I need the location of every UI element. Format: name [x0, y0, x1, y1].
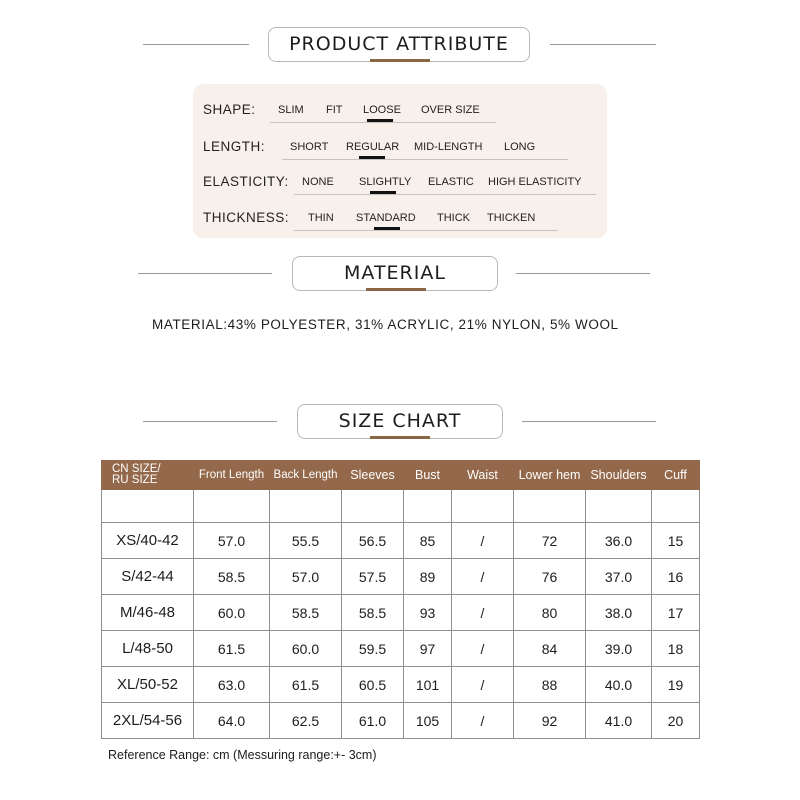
table-cell: 58.5 [194, 559, 270, 595]
attribute-label: LENGTH: [203, 139, 266, 154]
table-cell: 61.0 [342, 703, 404, 739]
size-chart-table [101, 460, 700, 739]
table-cell: 88 [514, 667, 586, 703]
attribute-label: THICKNESS: [203, 210, 290, 225]
table-cell-size: 2XL/54-56 [102, 703, 194, 739]
table-cell: 58.5 [342, 595, 404, 631]
table-cell: 20 [652, 703, 700, 739]
table-cell: 40.0 [586, 667, 652, 703]
table-cell: 93 [404, 595, 452, 631]
attribute-options [282, 141, 568, 160]
table-cell: 80 [514, 595, 586, 631]
table-cell: 17 [652, 595, 700, 631]
table-cell: 89 [404, 559, 452, 595]
table-cell: 39.0 [586, 631, 652, 667]
attribute-option: REGULAR [346, 141, 400, 153]
table-cell: 60.5 [342, 667, 404, 703]
column-header: Lower hem [514, 461, 586, 490]
table-cell-size: XS/40-42 [102, 523, 194, 559]
table-row [102, 523, 700, 559]
title-underline [366, 288, 426, 291]
table-cell-size: L/48-50 [102, 631, 194, 667]
table-cell: 84 [514, 631, 586, 667]
table-cell: 64.0 [194, 703, 270, 739]
divider-line [138, 273, 272, 274]
table-cell: / [452, 703, 514, 739]
selected-marker [359, 156, 385, 159]
attribute-row-elasticity [193, 166, 607, 196]
attribute-option: MID-LENGTH [414, 141, 483, 153]
divider-line [522, 421, 656, 422]
attribute-row-shape [193, 94, 607, 124]
table-cell: 76 [514, 559, 586, 595]
attribute-options [294, 212, 558, 231]
header-text: RU SIZE [112, 474, 158, 486]
table-row [102, 667, 700, 703]
attribute-label: ELASTICITY: [203, 174, 289, 189]
table-cell: 57.0 [270, 559, 342, 595]
attribute-label: SHAPE: [203, 102, 256, 117]
table-cell: 36.0 [586, 523, 652, 559]
table-row [102, 595, 700, 631]
table-cell [452, 490, 514, 523]
table-cell: 97 [404, 631, 452, 667]
table-row [102, 631, 700, 667]
attribute-option: SLIGHTLY [359, 176, 412, 188]
title-underline [370, 436, 430, 439]
header-text: CN SIZE/ [112, 463, 161, 475]
attribute-row-length [193, 131, 607, 161]
table-cell [652, 490, 700, 523]
column-header: Shoulders [586, 461, 652, 490]
table-cell: / [452, 559, 514, 595]
table-cell: 15 [652, 523, 700, 559]
attribute-option: THICKEN [487, 212, 536, 224]
table-cell: 60.0 [194, 595, 270, 631]
table-cell: 37.0 [586, 559, 652, 595]
table-cell: 105 [404, 703, 452, 739]
divider-line [143, 44, 249, 45]
table-cell: 57.0 [194, 523, 270, 559]
table-cell: / [452, 667, 514, 703]
column-header: Cuff [652, 461, 700, 490]
attribute-row-thickness [193, 202, 607, 232]
table-cell: 92 [514, 703, 586, 739]
size-chart-title-text: SIZE CHART [338, 410, 462, 432]
table-cell: 16 [652, 559, 700, 595]
divider-line [516, 273, 650, 274]
size-chart-title [297, 404, 503, 439]
table-cell: / [452, 631, 514, 667]
title-underline [370, 59, 430, 62]
table-cell-size: M/46-48 [102, 595, 194, 631]
attribute-panel [193, 84, 607, 238]
table-cell: 72 [514, 523, 586, 559]
table-cell [514, 490, 586, 523]
column-header: Bust [404, 461, 452, 490]
table-cell: 101 [404, 667, 452, 703]
material-title-text: MATERIAL [344, 262, 446, 284]
table-header-row [102, 461, 700, 490]
attribute-option: ELASTIC [428, 176, 474, 188]
column-header: Front Length [194, 461, 270, 490]
table-cell: 61.5 [270, 667, 342, 703]
table-cell [270, 490, 342, 523]
attribute-option: NONE [302, 176, 334, 188]
table-cell [194, 490, 270, 523]
table-cell: 60.0 [270, 631, 342, 667]
table-cell: 38.0 [586, 595, 652, 631]
table-cell [342, 490, 404, 523]
divider-line [550, 44, 656, 45]
table-row [102, 703, 700, 739]
table-cell: 85 [404, 523, 452, 559]
attribute-option: HIGH ELASTICITY [488, 176, 582, 188]
table-cell: 18 [652, 631, 700, 667]
attribute-option: SHORT [290, 141, 329, 153]
column-header: Sleeves [342, 461, 404, 490]
table-cell [404, 490, 452, 523]
selected-marker [370, 191, 396, 194]
attribute-option: THIN [308, 212, 334, 224]
table-cell: 59.5 [342, 631, 404, 667]
divider-line [143, 421, 277, 422]
table-row [102, 559, 700, 595]
table-cell: 61.5 [194, 631, 270, 667]
attribute-option: LOOSE [363, 104, 401, 116]
attribute-options [294, 176, 596, 195]
column-header: Waist [452, 461, 514, 490]
table-blank-row [102, 490, 700, 523]
table-cell-size: S/42-44 [102, 559, 194, 595]
product-attribute-title [268, 27, 530, 62]
material-composition: MATERIAL:43% POLYESTER, 31% ACRYLIC, 21% NYLON, 5% WOOL [152, 317, 619, 332]
attribute-options [270, 104, 496, 123]
table-cell: / [452, 523, 514, 559]
table-cell: 55.5 [270, 523, 342, 559]
selected-marker [367, 119, 393, 122]
attribute-option: STANDARD [356, 212, 416, 224]
table-cell: 62.5 [270, 703, 342, 739]
column-header-size [102, 461, 194, 490]
selected-marker [374, 227, 400, 230]
table-cell: 56.5 [342, 523, 404, 559]
material-title [292, 256, 498, 291]
attribute-option: SLIM [278, 104, 304, 116]
table-cell: 41.0 [586, 703, 652, 739]
attribute-option: THICK [437, 212, 470, 224]
table-cell [102, 490, 194, 523]
table-cell: 58.5 [270, 595, 342, 631]
attribute-option: OVER SIZE [421, 104, 480, 116]
column-header: Back Length [270, 461, 342, 490]
table-cell [586, 490, 652, 523]
attribute-option: LONG [504, 141, 536, 153]
size-chart-footnote: Reference Range: cm (Messuring range:+- 3cm) [108, 748, 377, 762]
table-cell-size: XL/50-52 [102, 667, 194, 703]
attribute-option: FIT [326, 104, 343, 116]
table-cell: 57.5 [342, 559, 404, 595]
table-cell: / [452, 595, 514, 631]
product-attribute-title-text: PRODUCT ATTRIBUTE [289, 33, 509, 55]
table-cell: 19 [652, 667, 700, 703]
table-cell: 63.0 [194, 667, 270, 703]
